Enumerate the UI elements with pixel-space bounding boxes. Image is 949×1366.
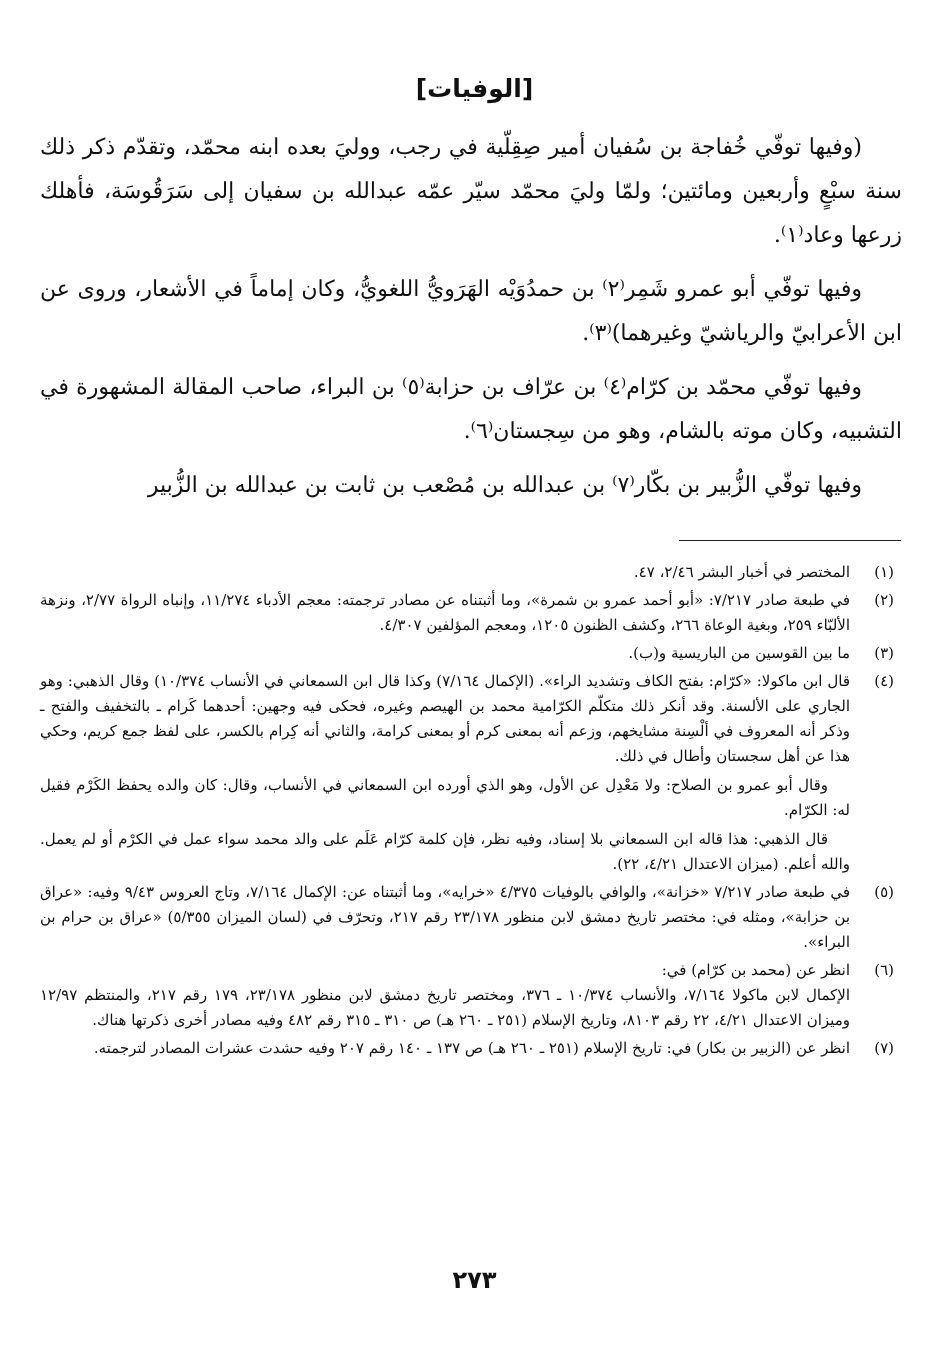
footnote-paragraph: قال ابن ماكولا: «كرّام: بفتح الكاف وتشديد الراء». (الإكمال ٧/١٦٤) وكذا قال ابن السمعاني في الأنساب ١٠/٣٧٤) وقال الذهبي: وهو الجاري على الألسنة. وقد أنكر ذلك متكلّم الكرّامية محمد بن الهيصم وغيره، فحكى فيه وجهين: أحدهما كَرام ـ بالتخفيف والفتح ـ وذكر أنه المعروف في ألْسِنة مشايخهم، وزعم أنه بمعنى كرم أو بمعنى كرامة، والثاني أنه كِرام بالكسر، على لفظ جمع كريم، وحكي هذا عن أهل سجستان وأطال في ذلك.	[40, 672, 851, 765]
main-paragraph: وفيها توفّي محمّد بن كرّام⁽٤⁾ بن عرّاف بن حزابة⁽٥⁾ بن البراء، صاحب المقالة المشهورة في التشبيه، وكان موته بالشام، وهو من سِجستان⁽٦⁾.	[40, 375, 902, 444]
footnote-text	[40, 669, 850, 877]
footnote-text	[40, 958, 850, 1033]
footnote-text	[40, 880, 850, 955]
footnote-paragraph: قال الذهبي: هذا قاله ابن السمعاني بلا إسناد، وفيه نظر، فإن كلمة كرّام عَلَم على والد محمد سواء عمل في الكرْم أو لم يعمل. والله أعلم. (ميزان الاعتدال ٤/٢١، ٢٢).	[40, 830, 850, 873]
footnote	[40, 669, 902, 877]
footnote-number: (٧)	[874, 1039, 894, 1057]
main-paragraph: وفيها توفّي الزُّبير بن بكّار⁽٧⁾ بن عبدالله بن مُصْعب بن ثابت بن عبدالله بن الزُّبير	[147, 473, 862, 498]
footnote-paragraph: ما بين القوسين من الباريسية و(ب).	[628, 644, 850, 662]
footnote-paragraph: في طبعة صادر ٧/٢١٧ «خزانة»، والوافي بالوفيات ٤/٣٧٥ «خرايه»، وما أثبتناه عن: الإكمال ٧/١٦٤، وتاج العروس ٩/٤٣ وفيه: «عراق بن حزابة»، ومثله في: مختصر تاريخ دمشق لابن منظور ٢٣/١٧٨ رقم ٢١٧، وتحرّف في (لسان الميزان ٥/٣٥٥) «عراق بن حرام بن البراء».	[40, 883, 851, 951]
footnote-separator	[679, 540, 901, 541]
footnote-paragraph: انظر عن (الزبير بن بكار) في: تاريخ الإسلام (٢٥١ ـ ٢٦٠ هـ) ص ١٣٧ ـ ١٤٠ رقم ٢٠٧ وفيه حشدت عشرات المصادر لترجمته.	[93, 1039, 850, 1057]
footnote	[40, 641, 902, 666]
footnote-number: (٤)	[874, 672, 894, 690]
footnote	[40, 880, 902, 955]
footnote-number: (٢)	[874, 591, 894, 609]
footnote-paragraph: في طبعة صادر ٧/٢١٧: «أبو أحمد عمرو بن شمرة»، وما أثبتناه عن مصادر ترجمته: معجم الأدباء ١١/٢٧٤، وإنباه الرواة ٢/٧٧، ونزهة الألبّاء ٢٥٩، وبغية الوعاة ٢٦٦، وكشف الظنون ١٢٠٥، ومعجم المؤلفين ٤/٣٠٧.	[40, 591, 850, 634]
footnote	[40, 588, 902, 638]
footnote	[40, 958, 902, 1033]
footnote	[40, 560, 902, 585]
footnote-paragraph: انظر عن (محمد بن كرّام) في:	[661, 961, 850, 979]
footnote-number: (٥)	[874, 883, 894, 901]
main-paragraph: وفيها توفّي أبو عمرو شَمِر⁽٢⁾ بن حمدُوَيْه الهَرَويُّ اللغويُّ، وكان إماماً في الأشعار، وروى عن ابن الأعرابيّ والرياشيّ وغيرهما)⁽٣⁾.	[40, 277, 902, 346]
footnote	[40, 1036, 902, 1061]
footnotes	[40, 560, 902, 1064]
footnote-number: (٣)	[874, 644, 894, 662]
footnote-text	[40, 588, 850, 638]
footnote-paragraph: وقال أبو عمرو بن الصلاح: ولا مَعْدِل عن الأول، وهو الذي أورده ابن السمعاني في الأنساب، وقال: كان والده يحفظ الكَرْم فقيل له: الكرّام.	[40, 776, 850, 819]
footnote-number: (٦)	[874, 961, 894, 979]
footnote-paragraph: المختصر في أخبار البشر ٢/٤٦، ٤٧.	[633, 563, 850, 581]
main-paragraph: (وفيها توفّي خُفاجة بن سُفيان أمير صِقِلّية في رجب، ووليَ بعده ابنه محمّد، وتقدّم ذكر ذلك سنة سبْعٍ وأربعين ومائتين؛ ولمّا وليَ محمّد سيّر عمّه عبدالله بن سفيان إلى سَرَقُوسَة، فأهلك زرعها وعاد⁽١⁾.	[40, 135, 902, 248]
footnote-paragraph: الإكمال لابن ماكولا ٧/١٦٤، والأنساب ١٠/٣٧٤ ـ ٣٧٦، ومختصر تاريخ دمشق لابن منظور ٢٣/١٧٨، ١٧٩ رقم ٢١٧، والمنتظم ١٢/٩٧ وميزان الاعتدال ٤/٢١، ٢٢ رقم ٨١٠٣، وتاريخ الإسلام (٢٥١ ـ ٢٦٠ هـ) ص ٣١٠ ـ ٣١٥ رقم ٤٨٢ وفيه مصادر أخرى ذكرتها هناك.	[40, 986, 850, 1029]
footnote-text	[40, 641, 850, 666]
footnote-text	[40, 1036, 850, 1061]
footnote-number: (١)	[874, 563, 894, 581]
footnote-text	[40, 560, 850, 585]
section-title: [الوفيات]	[415, 74, 534, 103]
page-number: ٢٧٣	[452, 1266, 497, 1294]
main-text	[40, 126, 902, 518]
